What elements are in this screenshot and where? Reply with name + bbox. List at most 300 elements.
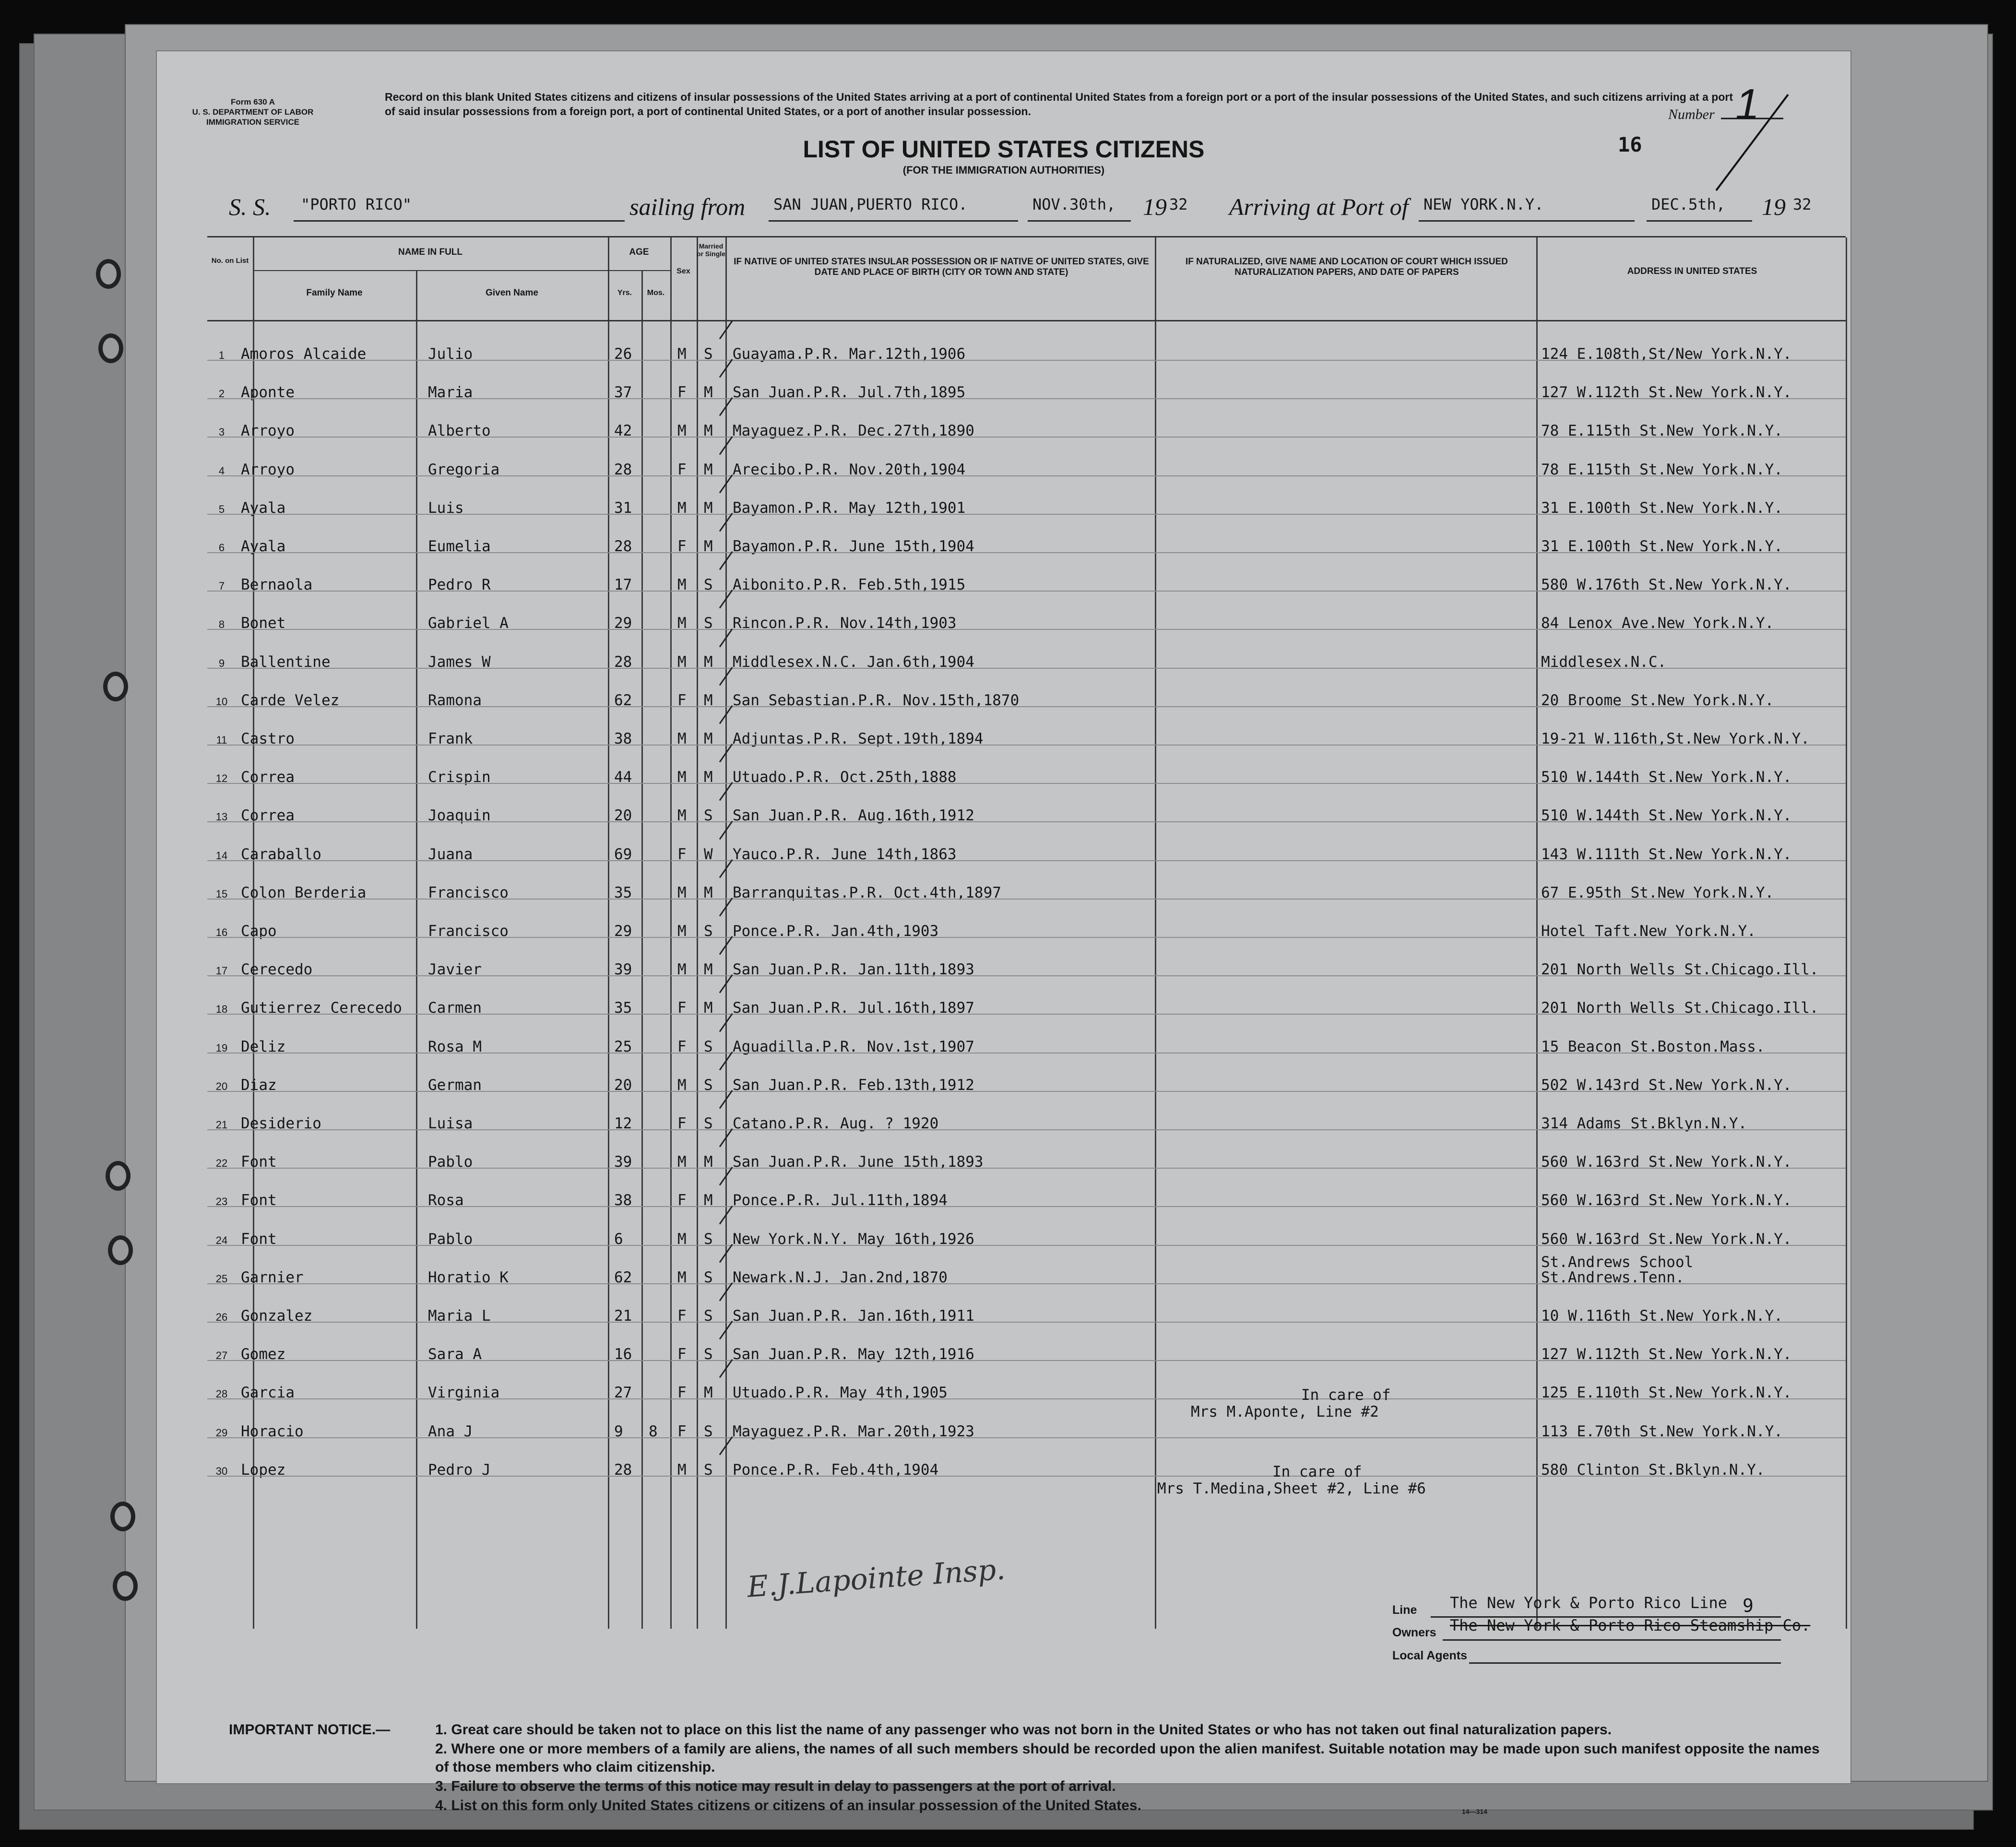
months-tick-mark [719,705,733,724]
line-label: Line [1392,1603,1417,1617]
cell-address: 510 W.144th St.New York.N.Y. [1541,769,1792,786]
cell-ms: M [704,653,713,671]
inspector-signature: E.J.Lapointe Insp. [746,1552,1007,1604]
cell-family: Lopez [241,1461,286,1479]
cell-yrs: 25 [614,1038,632,1055]
table-row [207,1014,1846,1053]
cell-ms: S [704,1422,713,1440]
cell-family: Deliz [241,1038,286,1055]
table-row [207,1245,1846,1286]
ss-label: S. S. [229,193,271,220]
cell-ms: M [704,730,713,747]
cell-yrs: 29 [614,615,632,632]
cell-birth: Bayamon.P.R. May 12th,1901 [733,499,966,517]
cell-sex: M [677,576,687,594]
form-number: Form 630 A [231,97,275,107]
row-number: 20 [215,1080,228,1092]
cell-sex: M [677,1230,687,1248]
cell-birth: San Juan.P.R. June 15th,1893 [733,1153,984,1171]
row-number: 27 [215,1350,228,1362]
cell-yrs: 37 [614,384,632,402]
sailing-from-label: sailing from [629,193,746,220]
row-number: 13 [215,811,228,823]
ship-name: "PORTO RICO" [301,195,412,213]
cell-given: Joaquin [428,807,491,825]
cell-address: 19-21 W.116th,St.New York.N.Y. [1541,730,1810,747]
cell-birth: Ponce.P.R. Jan.4th,1903 [733,923,939,940]
cell-given: Pablo [428,1230,473,1248]
important-heading: IMPORTANT NOTICE.— [229,1722,391,1738]
cell-family: Ballentine [241,653,331,671]
row-number: 1 [218,349,225,361]
passenger-count: 9 [1743,1595,1754,1616]
cell-yrs: 62 [614,1268,632,1286]
cell-sex: M [677,499,687,517]
cell-given: Maria L [428,1307,491,1325]
cell-given: Maria [428,384,473,402]
cell-address: 31 E.100th St.New York.N.Y. [1541,499,1783,517]
row-number: 11 [216,734,227,746]
row-number: 2 [218,388,225,400]
arriving-label: Arriving at Port of [1229,193,1409,220]
row-number: 30 [215,1465,228,1477]
cell-ms: M [704,769,713,786]
row-number: 23 [215,1196,228,1208]
cell-sex: M [677,961,687,979]
months-tick-mark [719,1013,733,1032]
cell-given: Frank [428,730,473,747]
note-row29-care: In care of [1272,1463,1362,1480]
cell-birth: Barranquitas.P.R. Oct.4th,1897 [733,884,1001,901]
cell-address: 67 E.95th St.New York.N.Y. [1541,884,1774,901]
months-tick-mark [719,1244,733,1263]
cell-birth: Utuado.P.R. May 4th,1905 [733,1384,948,1402]
cell-ms: M [704,499,713,517]
months-tick-mark [719,1090,733,1109]
cell-sex: M [677,653,687,671]
cell-family: Correa [241,807,295,825]
cell-address: Middlesex.N.C. [1541,653,1667,671]
header-family-name: Family Name [306,288,363,298]
row-number: 14 [215,849,228,862]
cell-sex: F [677,538,687,555]
cell-address: 580 W.176th St.New York.N.Y. [1541,576,1792,594]
binder-hole [108,1235,133,1265]
header-married-single: Married or Single [697,242,725,258]
cell-birth: San Sebastian.P.R. Nov.15th,1870 [733,691,1020,709]
cell-birth: Yauco.P.R. June 14th,1863 [733,845,957,863]
cell-address: 127 W.112th St.New York.N.Y. [1541,1346,1792,1363]
cell-yrs: 17 [614,576,632,594]
cell-family: Ayala [241,538,286,555]
cell-ms: M [704,1384,713,1402]
table-row [207,899,1846,940]
cell-yrs: 28 [614,538,632,555]
cell-ms: M [704,961,713,979]
months-tick-mark [719,590,733,608]
list-number: 1 [1735,81,1760,129]
table-row [207,860,1846,899]
row-number: 25 [215,1272,228,1285]
cell-given: Francisco [428,923,509,940]
cell-yrs: 28 [614,1461,632,1479]
cell-address: 201 North Wells St.Chicago.Ill. [1541,999,1819,1017]
row-number: 6 [218,542,225,554]
cell-yrs: 6 [614,1230,623,1248]
header-months: Mos. [647,289,665,297]
months-tick-mark [719,1321,733,1339]
cell-ms: S [704,576,713,594]
notice-item-1: 1. Great care should be taken not to place on this list the name of any passenger who was not born in the United States or who has not taken out final naturalization papers. [435,1722,1612,1738]
cell-given: Juana [428,845,473,863]
cell-sex: M [677,1268,687,1286]
header-subdivider [253,270,670,271]
notice-item-3: 3. Failure to observe the terms of this notice may result in delay to passengers at the port of arrival. [435,1778,1116,1794]
header-no-on-list: No. on List [211,257,249,265]
cell-sex: M [677,1461,687,1479]
months-tick-mark [719,628,733,647]
cell-sex: F [677,999,687,1017]
arrival-year-prefix: 19 [1762,193,1786,220]
row-number: 24 [215,1234,228,1246]
cell-given: Luisa [428,1115,473,1132]
months-tick-mark [719,474,733,493]
cell-yrs: 9 [614,1422,623,1440]
cell-yrs: 27 [614,1384,632,1402]
cell-family: Correa [241,769,295,786]
departure-year-prefix: 19 [1143,193,1167,220]
cell-yrs: 12 [614,1115,632,1132]
cell-given: Julio [428,345,473,363]
cell-address: 314 Adams St.Bklyn.N.Y. [1541,1115,1747,1132]
header-given-name: Given Name [486,288,538,298]
header-age: AGE [629,247,649,257]
cell-family: Font [241,1153,277,1171]
cell-given: Francisco [428,884,509,901]
row-number: 10 [215,695,228,708]
manifest-page [156,50,1851,1815]
cell-birth: Catano.P.R. Aug. ? 1920 [733,1115,939,1132]
months-tick-mark [719,744,733,762]
cell-ms: M [704,422,713,440]
cell-given: Javier [428,961,482,979]
cell-sex: F [677,461,687,478]
cell-family: Gonzalez [241,1307,313,1325]
cell-ms: W [704,845,713,863]
row-number: 19 [215,1042,228,1054]
row-number: 4 [218,464,225,477]
cell-birth: San Juan.P.R. Aug.16th,1912 [733,807,974,825]
binder-hole [113,1571,138,1601]
cell-ms: S [704,1038,713,1055]
cell-address: 78 E.115th St.New York.N.Y. [1541,461,1783,478]
cell-family: Gomez [241,1346,286,1363]
months-tick-mark [719,667,733,686]
departure-port: SAN JUAN,PUERTO RICO. [773,195,968,213]
cell-family: Arroyo [241,461,295,478]
number-label: Number [1668,107,1715,122]
cell-ms: S [704,1268,713,1286]
cell-sex: M [677,345,687,363]
cell-address: 560 W.163rd St.New York.N.Y. [1541,1153,1792,1171]
cell-family: Castro [241,730,295,747]
cell-yrs: 16 [614,1346,632,1363]
months-tick-mark [719,859,733,878]
cell-sex: F [677,1192,687,1209]
cell-yrs: 39 [614,961,632,979]
header-sex: Sex [676,267,690,275]
cell-address: 143 W.111th St.New York.N.Y. [1541,845,1792,863]
table-row [207,1437,1846,1479]
table-row [207,822,1846,863]
row-number: 9 [218,657,225,669]
cell-given: Virginia [428,1384,500,1402]
cell-given: Rosa M [428,1038,482,1055]
cell-given: Ana J [428,1422,473,1440]
cell-family: Arroyo [241,422,295,440]
cell-ms: M [704,999,713,1017]
binder-hole [106,1161,130,1191]
table-row [207,1129,1846,1171]
binder-hole [110,1502,135,1531]
months-tick-mark [719,551,733,570]
cell-yrs: 38 [614,1192,632,1209]
cell-address: St.Andrews School [1541,1253,1694,1271]
cell-ms: S [704,1230,713,1248]
table-row [207,1322,1846,1363]
cell-sex: M [677,923,687,940]
cell-ms: M [704,884,713,901]
form-identifier [157,97,349,127]
cell-birth: Ponce.P.R. Jul.11th,1894 [733,1192,948,1209]
cell-yrs: 44 [614,769,632,786]
header-years: Yrs. [617,289,632,297]
row-number: 21 [215,1119,228,1131]
cell-sex: F [677,1422,687,1440]
cell-address-line2: St.Andrews.Tenn. [1541,1268,1684,1286]
table-row [207,1360,1846,1402]
row-number: 12 [215,772,228,785]
cell-given: Pablo [428,1153,473,1171]
binder-hole [98,333,123,363]
cell-given: Rosa [428,1192,464,1209]
row-number: 18 [215,1003,228,1016]
cell-birth: Guayama.P.R. Mar.12th,1906 [733,345,966,363]
cell-family: Horacio [241,1422,304,1440]
cell-yrs: 29 [614,923,632,940]
table-row [207,629,1846,671]
header-address: ADDRESS IN UNITED STATES [1627,266,1757,276]
cell-sex: M [677,615,687,632]
cell-birth: Mayaguez.P.R. Mar.20th,1923 [733,1422,974,1440]
cell-ms: M [704,461,713,478]
cell-family: Carde Velez [241,691,340,709]
months-tick-mark [719,974,733,993]
cell-yrs: 35 [614,884,632,901]
cell-address: 10 W.116th St.New York.N.Y. [1541,1307,1783,1325]
header-birth: IF NATIVE OF UNITED STATES INSULAR POSSESSION OR IF NATIVE OF UNITED STATES, GIVE DATE AND PLACE OF BIRTH (CITY OR TOWN AND STATE) [734,257,1149,277]
cell-birth: San Juan.P.R. Jul.7th,1895 [733,384,966,402]
cell-given: Alberto [428,422,491,440]
cell-given: James W [428,653,491,671]
cell-address: 113 E.70th St.New York.N.Y. [1541,1422,1783,1440]
cell-yrs: 38 [614,730,632,747]
months-tick-mark [719,1206,733,1224]
cell-family: Capo [241,923,277,940]
row-number: 17 [215,965,228,977]
cell-given: German [428,1076,482,1094]
row-number: 8 [218,618,225,631]
cell-yrs: 28 [614,461,632,478]
table-row [207,1399,1846,1440]
owners-underline [1443,1639,1781,1641]
row-number: 22 [215,1157,228,1170]
row-number: 7 [218,580,225,592]
months-tick-mark [719,1359,733,1378]
agents-underline [1469,1662,1781,1664]
cell-address: 15 Beacon St.Boston.Mass. [1541,1038,1765,1055]
ship-name-underline [294,220,625,222]
cell-address: 201 North Wells St.Chicago.Ill. [1541,961,1819,979]
table-row [207,1283,1846,1325]
table-row [207,1053,1846,1094]
row-rule [207,1476,1846,1477]
cell-sex: F [677,691,687,709]
cell-yrs: 20 [614,1076,632,1094]
cell-ms: M [704,1192,713,1209]
notice-item-4: 4. List on this form only United States citizens or citizens of an insular possession of the United States. [435,1798,1141,1813]
cell-ms: S [704,1346,713,1363]
cell-sex: F [677,1115,687,1132]
months-tick-mark [719,898,733,916]
table-row [207,552,1846,594]
cell-yrs: 26 [614,345,632,363]
service-name: IMMIGRATION SERVICE [206,118,299,127]
cell-sex: M [677,807,687,825]
cell-given: Pedro R [428,576,491,594]
table-row [207,1207,1846,1248]
months-tick-mark [719,436,733,455]
cell-given: Pedro J [428,1461,491,1479]
table-row [207,783,1846,825]
cell-given: Gabriel A [428,615,509,632]
cell-address: 31 E.100th St.New York.N.Y. [1541,538,1783,555]
cell-family: Garcia [241,1384,295,1402]
cell-address: Hotel Taft.New York.N.Y. [1541,923,1756,940]
cell-address: 20 Broome St.New York.N.Y. [1541,691,1774,709]
cell-ms: M [704,538,713,555]
cell-family: Amoros Alcaide [241,345,367,363]
header-naturalized: IF NATURALIZED, GIVE NAME AND LOCATION OF COURT WHICH ISSUED NATURALIZATION PAPERS, AND DATE OF PAPERS [1185,257,1508,277]
cell-address: 560 W.163rd St.New York.N.Y. [1541,1230,1792,1248]
cell-family: Aponte [241,384,295,402]
table-row [207,321,1846,363]
cell-birth: Arecibo.P.R. Nov.20th,1904 [733,461,966,478]
table-row [207,437,1846,478]
cell-birth: New York.N.Y. May 16th,1926 [733,1230,974,1248]
cell-mos: 8 [649,1422,658,1440]
cell-family: Diaz [241,1076,277,1094]
arrival-date-underline [1647,220,1752,222]
row-number: 26 [215,1311,228,1323]
cell-sex: F [677,1038,687,1055]
cell-sex: M [677,884,687,901]
cell-yrs: 31 [614,499,632,517]
departure-year: 32 [1169,195,1188,213]
table-row [207,475,1846,517]
departure-date: NOV.30th, [1032,195,1116,213]
table-row [207,360,1846,402]
cell-birth: San Juan.P.R. Jan.16th,1911 [733,1307,974,1325]
cell-sex: F [677,845,687,863]
months-tick-mark [719,1052,733,1070]
cell-birth: Utuado.P.R. Oct.25th,1888 [733,769,957,786]
cell-yrs: 69 [614,845,632,863]
cell-family: Bernaola [241,576,313,594]
cell-ms: M [704,384,713,402]
cell-given: Luis [428,499,464,517]
cell-given: Carmen [428,999,482,1017]
owners-label: Owners [1392,1626,1436,1639]
cell-sex: M [677,1076,687,1094]
months-tick-mark [719,1128,733,1147]
cell-sex: M [677,730,687,747]
cell-sex: M [677,1153,687,1171]
cell-family: Ayala [241,499,286,517]
cell-address: 84 Lenox Ave.New York.N.Y. [1541,615,1774,632]
months-tick-mark [719,320,733,339]
cell-given: Gregoria [428,461,500,478]
cell-sex: F [677,1384,687,1402]
cell-address: 560 W.163rd St.New York.N.Y. [1541,1192,1792,1209]
cell-ms: M [704,691,713,709]
header-name-in-full: NAME IN FULL [398,247,463,257]
binder-hole [96,259,121,289]
local-agents-label: Local Agents [1392,1649,1468,1662]
table-row [207,975,1846,1017]
cell-yrs: 35 [614,999,632,1017]
table-row [207,937,1846,979]
months-tick-mark [719,1436,733,1455]
cell-family: Caraballo [241,845,321,863]
cell-family: Font [241,1192,277,1209]
cell-ms: S [704,345,713,363]
cell-birth: Newark.N.J. Jan.2nd,1870 [733,1268,948,1286]
cell-yrs: 62 [614,691,632,709]
cell-yrs: 39 [614,1153,632,1171]
table-row [207,668,1846,709]
cell-ms: M [704,1153,713,1171]
departure-underline [769,220,1018,222]
cell-address: 502 W.143rd St.New York.N.Y. [1541,1076,1792,1094]
cell-family: Gutierrez Cerecedo [241,999,402,1017]
notice-form-code: 14—314 [1462,1808,1487,1815]
cell-given: Sara A [428,1346,482,1363]
cell-family: Colon Berderia [241,884,367,901]
table-row [207,1168,1846,1209]
row-number: 28 [215,1388,228,1400]
cell-birth: San Juan.P.R. Jul.16th,1897 [733,999,974,1017]
cell-ms: S [704,1307,713,1325]
cell-ms: S [704,807,713,825]
table-row [207,398,1846,440]
cell-sex: F [677,384,687,402]
cell-yrs: 20 [614,807,632,825]
cell-address: 127 W.112th St.New York.N.Y. [1541,384,1792,402]
cell-family: Cerecedo [241,961,313,979]
cell-ms: S [704,1461,713,1479]
departure-date-underline [1028,220,1131,222]
